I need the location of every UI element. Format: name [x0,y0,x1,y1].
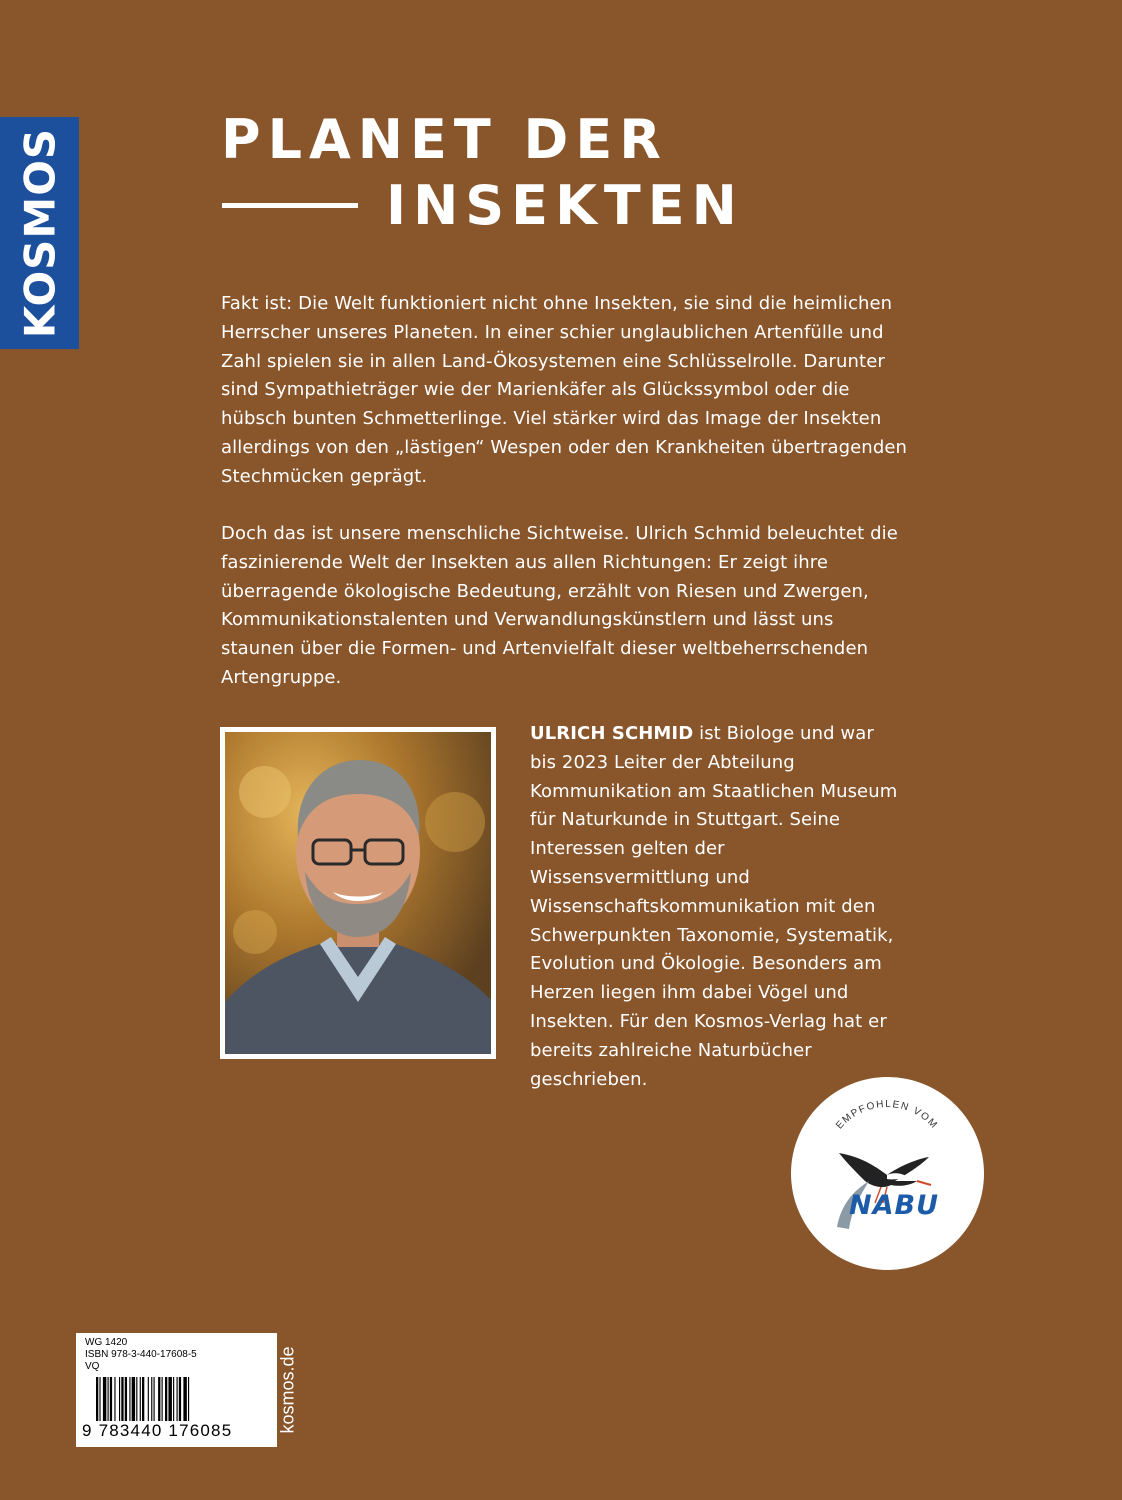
barcode-bar [148,1377,149,1421]
barcode-bar [154,1377,155,1421]
barcode-bar [168,1377,171,1421]
barcode-bar [177,1377,178,1421]
svg-text:EMPFOHLEN VOM [834,1099,940,1132]
barcode-bar [162,1377,163,1421]
publisher-name: KOSMOS [15,127,64,339]
barcode-bar [173,1377,174,1421]
barcode-block [76,1333,277,1447]
author-bio-text: ist Biologe und war bis 2023 Leiter der Abteilung Kommunikation am Staatlichen Museum für Naturkunde in Stuttgart. Seine Interessen gelten der Wissensvermittlung und Wissenschaftskommunikation mit den Schwerpunkten Taxonomie, Systematik, Evolution und Ökologie. Besonders am Herzen liegen ihm dabei Vögel und Insekten. Für den Kosmos-Verlag hat er bereits zahlreiche Naturbücher geschrieben. [530,723,898,1090]
author-portrait-icon [225,732,491,1054]
barcode-bar [108,1377,109,1421]
author-bio [530,720,900,1094]
publisher-logo-tab [0,117,79,349]
barcode-isbn: ISBN 978-3-440-17608-5 [85,1349,197,1360]
barcode-bar [158,1377,160,1421]
author-photo [220,727,496,1059]
barcode-bar [129,1377,130,1421]
barcode-bar [99,1377,100,1421]
book-title-line1: PLANET DER [221,108,668,171]
barcode-bar [110,1377,112,1421]
barcode-bar [96,1377,98,1421]
website-url: kosmos.de [277,1346,298,1434]
barcode-bars-icon [96,1377,277,1421]
title-divider [222,203,358,208]
barcode-bar [121,1377,123,1421]
badge-arc-text: EMPFOHLEN VOM [834,1098,940,1132]
barcode-bar [140,1377,141,1421]
barcode-bar [125,1377,127,1421]
barcode-bar [119,1377,120,1421]
book-title-line2: INSEKTEN [386,174,744,237]
barcode-code: VQ [85,1361,100,1372]
stork-icon [791,1077,984,1270]
barcode-bar [114,1377,115,1421]
blurb-paragraph-2: Doch das ist unsere menschliche Sichtweise. Ulrich Schmid beleuchtet die faszinierende Welt der Insekten aus allen Richtungen: Er zeigt ihre überragende ökologische Bedeutung, erzählt von Riesen und Zwergen, Kommunikationstalenten und Verwandlungskünstlern und lässt uns staunen über die Formen- und Artenvielfalt dieser weltbeherrschenden Artengruppe. [221,523,898,688]
barcode-bar [132,1377,135,1421]
barcode-digits: 9 783440 176085 [82,1421,233,1440]
author-name: ULRICH SCHMID [530,723,694,744]
barcode-bar [142,1377,144,1421]
blurb-paragraph-1: Fakt ist: Die Welt funktioniert nicht ohne Insekten, sie sind die heimlichen Herrscher unseres Planeten. In einer schier unglaublichen Artenfülle und Zahl spielen sie in allen Land-Ökosystemen eine Schlüsselrolle. Darunter sind Sympathieträger wie der Marienkäfer als Glückssymbol oder die hübsch bunten Schmetterlinge. Viel stärker wird das Image der Insekten allerdings von den „lästigen“ Wespen oder den Krankheiten übertragenden Stechmücken geprägt. [221,293,908,487]
barcode-bar [103,1377,106,1421]
barcode-bar [179,1377,181,1421]
barcode-bar [188,1377,189,1421]
barcode-bar [151,1377,152,1421]
nabu-logo-text: NABU [849,1190,939,1221]
barcode-bar [136,1377,137,1421]
barcode-bar [183,1377,186,1421]
barcode-bar [165,1377,167,1421]
nabu-recommendation-badge [791,1077,984,1270]
barcode-wg: WG 1420 [85,1337,128,1348]
